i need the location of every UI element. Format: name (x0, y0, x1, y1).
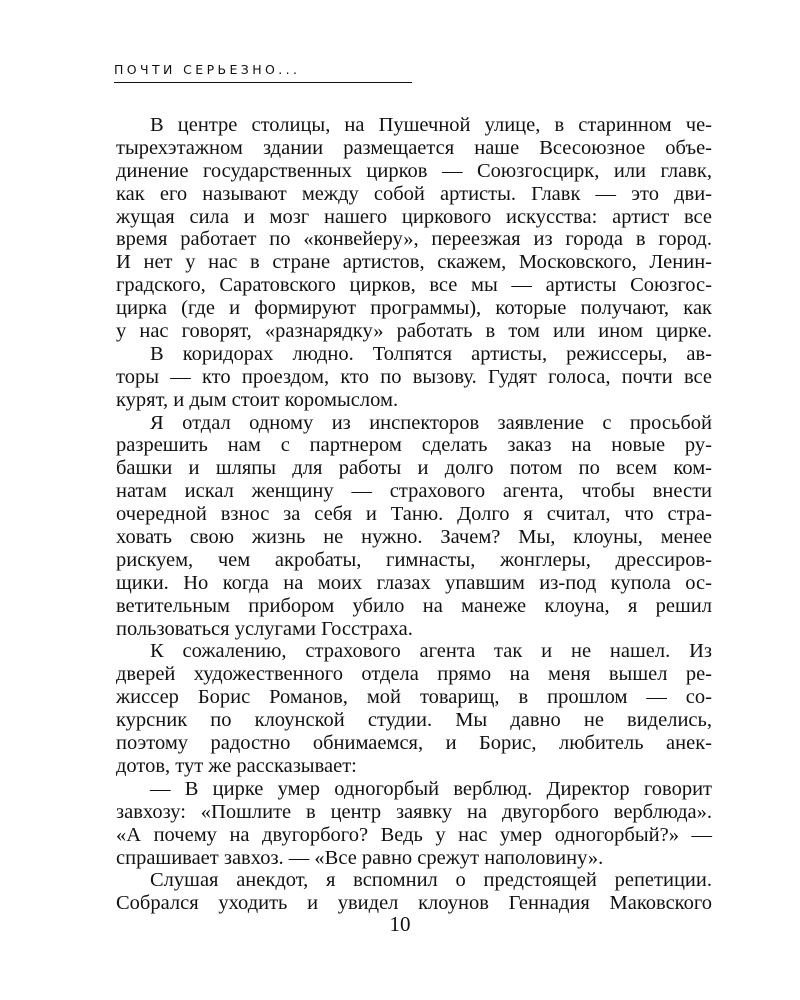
text-line: В коридорах людно. Толпятся артисты, режиссеры, ав- (150, 342, 712, 365)
text-line: — В цирке умер одногорбый верблюд. Директор говорит (150, 777, 712, 800)
text-line: дотов, тут же рассказывает: (116, 754, 357, 777)
text-line: дверей художественного отдела прямо на меня вышел ре- (116, 663, 712, 686)
text-line: ветительным прибором убило на манеже клоуна, я решил (116, 594, 712, 617)
text-line: «А почему на двугорбого? Ведь у нас умер одногорбый?» — (116, 823, 712, 846)
text-line: щики. Но когда на моих глазах упавшим из-под купола ос- (116, 571, 712, 594)
text-line: цирка (где и формируют программы), которые получают, как (116, 297, 712, 320)
text-line: разрешить нам с партнером сделать заказ на новые ру- (116, 434, 712, 457)
text-line: жиссер Борис Романов, мой товарищ, в прошлом — со- (116, 686, 712, 709)
paragraph (116, 114, 712, 343)
paragraph (116, 869, 712, 915)
text-line: курят, и дым стоит коромыслом. (116, 388, 399, 411)
text-line: Слушая анекдот, я вспомнил о предстоящей репетиции. (150, 869, 712, 892)
text-line: градского, Саратовского цирков, все мы — артисты Союзгос- (116, 274, 712, 297)
text-line: у нас говорят, «разнарядку» работать в том или ином цирке. (116, 320, 712, 343)
text-line: динение государственных цирков — Союзгосцирк, или главк, (116, 159, 712, 182)
text-line: завхозу: «Пошлите в центр заявку на двугорбого верблюда». (116, 800, 712, 823)
text-line: башки и шляпы для работы и долго потом по всем ком- (116, 457, 712, 480)
text-line: К сожалению, страхового агента так и не нашел. Из (150, 640, 712, 663)
text-line: как его называют между собой артисты. Главк — это дви- (116, 182, 712, 205)
text-line: ховать свою жизнь не нужно. Зачем? Мы, клоуны, менее (116, 526, 712, 549)
text-line: спрашивает завхоз. — «Все равно срежут наполовину». (116, 846, 604, 869)
text-line: поэтому радостно обнимаемся, и Борис, любитель анек- (116, 732, 712, 755)
paragraph (116, 778, 712, 870)
text-line: Я отдал одному из инспекторов заявление с просьбой (150, 411, 712, 434)
paragraph (116, 343, 712, 412)
text-line: В центре столицы, на Пушечной улице, в старинном че- (150, 114, 712, 136)
text-line: натам искал женщину — страхового агента, чтобы внести (116, 480, 712, 503)
paragraph (116, 640, 712, 777)
text-line: очередной взнос за себя и Таню. Долго я считал, что стра- (116, 503, 712, 526)
text-line: рискуем, чем акробаты, гимнасты, жонглеры, дрессиров- (116, 548, 712, 571)
running-header: ПОЧТИ СЕРЬЕЗНО... (114, 62, 301, 77)
text-line: Собрался уходить и увидел клоунов Геннадия Маковского (116, 892, 712, 915)
text-line: жущая сила и мозг нашего циркового искусства: артист все (116, 205, 712, 228)
text-line: тырехэтажном здании размещается наше Всесоюзное объе- (116, 136, 712, 159)
text-line: пользоваться услугами Госстраха. (116, 617, 413, 640)
text-line: время работает по «конвейеру», переезжая из города в город. (116, 228, 712, 251)
paragraph (116, 412, 712, 641)
text-line: торы — кто проездом, кто по вызову. Гудят голоса, почти все (116, 365, 712, 388)
text-line: курсник по клоунской студии. Мы давно не виделись, (116, 709, 712, 732)
header-rule (114, 82, 412, 83)
page-number: 10 (389, 912, 411, 936)
text-line: И нет у нас в стране артистов, скажем, Московского, Ленин- (116, 251, 712, 274)
page-body (116, 114, 712, 915)
